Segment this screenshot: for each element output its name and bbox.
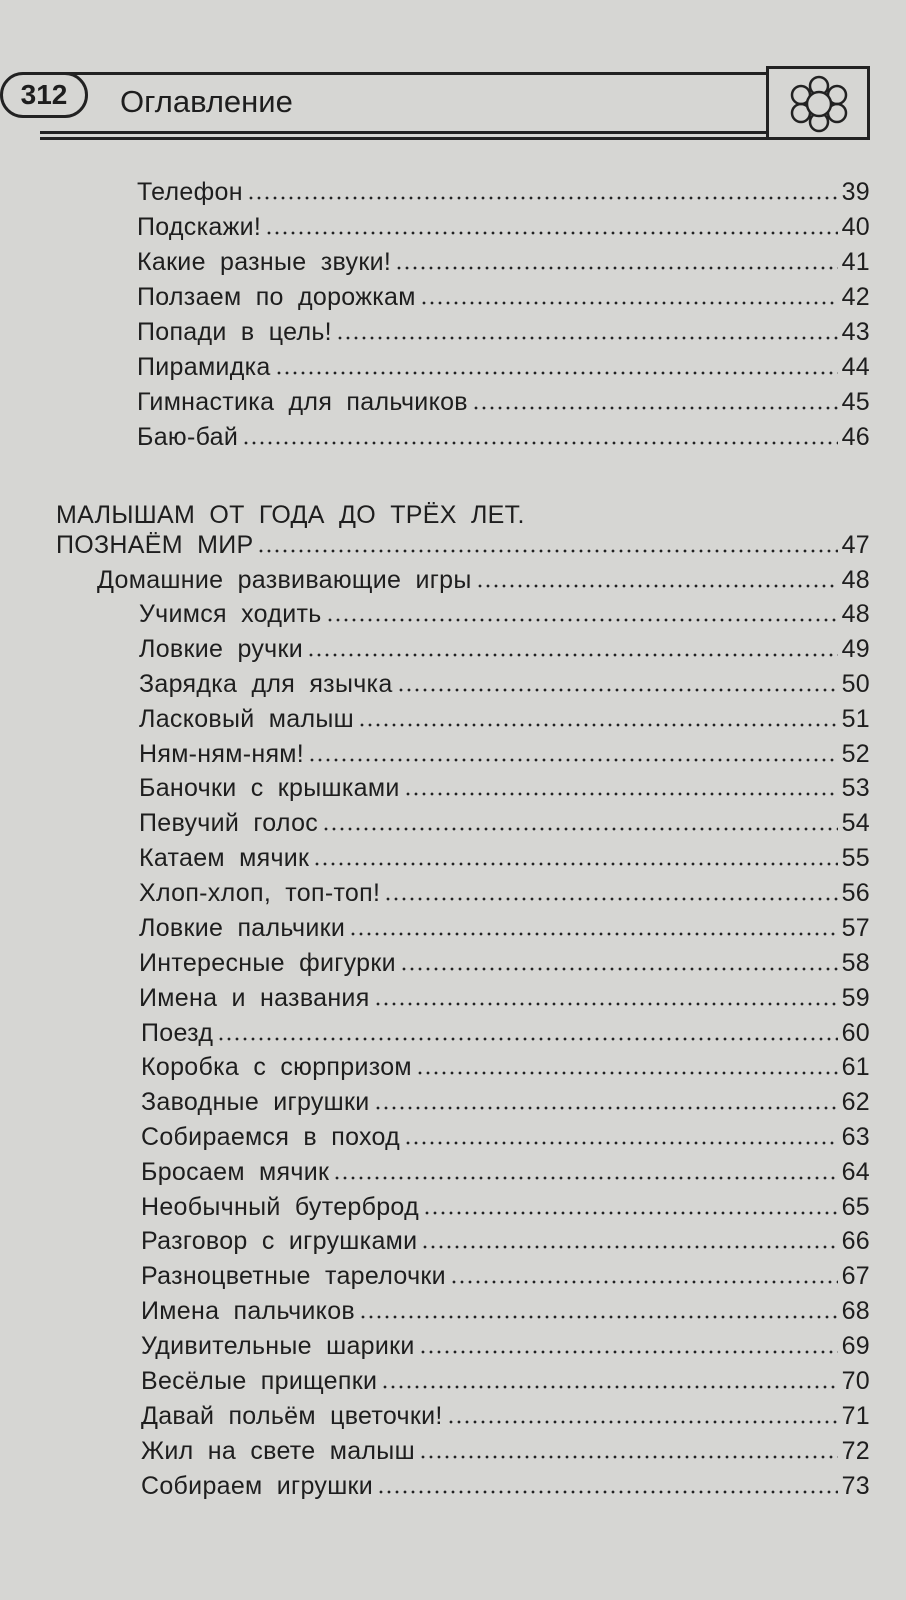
toc-entry-label: Гимнастика для пальчиков [137, 388, 468, 416]
toc-leader [336, 336, 838, 340]
toc-entry-label: Зарядка для язычка [139, 670, 393, 698]
toc-entry[interactable] [141, 1256, 870, 1291]
toc-entry-label: Ласковый малыш [139, 705, 354, 733]
toc-entry[interactable] [141, 1013, 870, 1048]
toc-entry-page: 39 [841, 178, 870, 206]
toc-entry[interactable] [141, 1082, 870, 1117]
toc-leader [374, 1106, 838, 1110]
toc-entry-page: 62 [841, 1088, 870, 1116]
toc-entry-label: Ловкие пальчики [139, 914, 346, 942]
toc-leader [397, 688, 838, 692]
toc-entry[interactable] [141, 1187, 870, 1222]
toc-entry-page: 45 [841, 388, 870, 416]
subsection-entry-label: Домашние развивающие игры [97, 566, 472, 594]
toc-leader [421, 1245, 837, 1249]
toc-entry-label: Имена пальчиков [141, 1297, 355, 1325]
toc-leader [416, 1071, 838, 1075]
toc-entry-label: Собираем игрушки [141, 1472, 374, 1500]
toc-entry[interactable] [141, 1361, 870, 1396]
toc-entry[interactable] [139, 768, 870, 803]
toc-entry-label: Удивительные шарики [141, 1332, 415, 1360]
toc-entry-page: 61 [841, 1053, 870, 1081]
toc-entry-page: 40 [841, 213, 870, 241]
toc-leader [308, 758, 838, 762]
toc-entry[interactable] [141, 1047, 870, 1082]
toc-leader [420, 301, 838, 305]
toc-entry[interactable] [141, 1291, 870, 1326]
toc-entry[interactable] [137, 347, 870, 382]
toc-entry-label: Баночки с крышками [139, 774, 400, 802]
toc-entry-page: 42 [841, 283, 870, 311]
toc-entry-label: Имена и названия [139, 984, 370, 1012]
toc-leader [349, 932, 837, 936]
toc-leader [423, 1211, 838, 1215]
toc-entry-page: 50 [841, 670, 870, 698]
toc-entry-page: 56 [841, 879, 870, 907]
toc-leader [307, 653, 838, 657]
toc-entry-label: Учимся ходить [139, 600, 322, 628]
toc-entry-label: Разноцветные тарелочки [141, 1262, 446, 1290]
toc-entry[interactable] [139, 873, 870, 908]
toc-entry-label: Ползаем по дорожкам [137, 283, 416, 311]
toc-entry-label: Ловкие ручки [139, 635, 303, 663]
toc-entry[interactable] [141, 1326, 870, 1361]
logo-box [766, 66, 870, 140]
toc-entry-label: Жил на свете малыш [141, 1437, 415, 1465]
toc-entry-label: Телефон [137, 178, 243, 206]
section-entry-label: ПОЗНАЁМ МИР [56, 531, 254, 559]
toc-entry-label: Пирамидка [137, 353, 271, 381]
toc-entry-label: Баю-бай [137, 423, 239, 451]
toc-leader [333, 1176, 837, 1180]
toc-entry-page: 68 [841, 1297, 870, 1325]
toc-entry[interactable] [137, 277, 870, 312]
toc-entry[interactable] [139, 664, 870, 699]
toc-entry[interactable] [141, 1221, 870, 1256]
toc-entry-page: 53 [841, 774, 870, 802]
section-entry[interactable] [56, 525, 870, 560]
toc-leader [377, 1490, 838, 1494]
toc-entry-page: 64 [841, 1158, 870, 1186]
toc-entry[interactable] [139, 734, 870, 769]
page-number: 312 [0, 72, 88, 118]
toc-entry-page: 54 [841, 809, 870, 837]
toc-entry-page: 41 [841, 248, 870, 276]
page-header [0, 66, 870, 136]
toc-leader [395, 266, 838, 270]
toc-entry-page: 44 [841, 353, 870, 381]
toc-leader [476, 584, 838, 588]
toc-entry-page: 59 [841, 984, 870, 1012]
toc-entry-label: Коробка с сюрпризом [141, 1053, 412, 1081]
toc-leader [404, 1141, 838, 1145]
toc-entry[interactable] [139, 699, 870, 734]
toc-entry-label: Весёлые прищепки [141, 1367, 378, 1395]
toc-leader [404, 792, 838, 796]
toc-entry-label: Поезд [141, 1019, 214, 1047]
toc-entry-page: 49 [841, 635, 870, 663]
toc-entry-page: 73 [841, 1472, 870, 1500]
toc-leader [247, 196, 838, 200]
toc-entry[interactable] [141, 1396, 870, 1431]
toc-entry[interactable] [141, 1152, 870, 1187]
toc-leader [419, 1455, 838, 1459]
toc-entry-page: 43 [841, 318, 870, 346]
toc-entry-label: Собираемся в поход [141, 1123, 401, 1151]
toc-entry-label: Необычный бутерброд [141, 1193, 419, 1221]
toc-entry-page: 72 [841, 1437, 870, 1465]
toc-entry[interactable] [141, 1466, 870, 1501]
toc-entry-label: Катаем мячик [139, 844, 310, 872]
toc-entry-page: 57 [841, 914, 870, 942]
toc-entry-label: Давай польём цветочки! [141, 1402, 443, 1430]
toc-leader [384, 897, 837, 901]
subsection-entry-page: 48 [841, 566, 870, 594]
toc-leader [419, 1350, 838, 1354]
toc-leader [400, 967, 838, 971]
toc-leader [217, 1037, 837, 1041]
toc-entry[interactable] [137, 172, 870, 207]
toc-entry[interactable] [137, 382, 870, 417]
toc-entry-label: Попади в цель! [137, 318, 332, 346]
toc-leader [313, 862, 837, 866]
subsection-entry[interactable] [97, 560, 870, 595]
toc-entry[interactable] [139, 978, 870, 1013]
toc-leader [265, 231, 837, 235]
flower-icon [783, 73, 855, 135]
toc-entry-page: 60 [841, 1019, 870, 1047]
toc-entry-page: 69 [841, 1332, 870, 1360]
toc-entry-label: Какие разные звуки! [137, 248, 392, 276]
toc-entry[interactable] [137, 207, 870, 242]
toc-entry[interactable] [139, 594, 870, 629]
toc-entry[interactable] [137, 312, 870, 347]
toc-entry-page: 58 [841, 949, 870, 977]
toc-entry-page: 71 [841, 1402, 870, 1430]
toc-entry-page: 46 [841, 423, 870, 451]
toc-entry[interactable] [137, 242, 870, 277]
toc-leader [257, 549, 837, 553]
toc-entry[interactable] [141, 1117, 870, 1152]
toc-entry-page: 66 [841, 1227, 870, 1255]
toc-entry-page: 52 [841, 740, 870, 768]
toc-leader [242, 441, 837, 445]
section-entry-page: 47 [841, 531, 870, 559]
toc-entry-page: 63 [841, 1123, 870, 1151]
toc-entry[interactable] [139, 629, 870, 664]
toc-entry-page: 67 [841, 1262, 870, 1290]
toc-entry-label: Хлоп-хлоп, топ-топ! [139, 879, 381, 907]
toc-leader [275, 371, 838, 375]
toc-entry[interactable] [139, 908, 870, 943]
toc-leader [472, 406, 838, 410]
toc-leader [381, 1385, 837, 1389]
toc-leader [450, 1280, 838, 1284]
toc-entry-label: Подскажи! [137, 213, 262, 241]
section-heading: МАЛЫШАМ ОТ ГОДА ДО ТРЁХ ЛЕТ. [56, 501, 525, 529]
toc-entry[interactable] [139, 943, 870, 978]
toc-entry-label: Заводные игрушки [141, 1088, 370, 1116]
toc-entry[interactable] [141, 1431, 870, 1466]
toc-entry-page: 51 [841, 705, 870, 733]
toc-leader [447, 1420, 838, 1424]
toc-entry-page: 55 [841, 844, 870, 872]
toc-entry-page: 48 [841, 600, 870, 628]
toc-entry[interactable] [137, 417, 870, 452]
toc-entry-label: Разговор с игрушками [141, 1227, 418, 1255]
toc-entry[interactable] [139, 803, 870, 838]
toc-entry-label: Ням-ням-ням! [139, 740, 305, 768]
toc-leader [358, 723, 838, 727]
page-title: Оглавление [120, 84, 293, 119]
toc-entry-label: Бросаем мячик [141, 1158, 330, 1186]
toc-entry-label: Певучий голос [139, 809, 319, 837]
toc-entry-label: Интересные фигурки [139, 949, 396, 977]
toc-leader [326, 618, 838, 622]
toc-entry[interactable] [139, 838, 870, 873]
toc-entry-page: 65 [841, 1193, 870, 1221]
toc-leader [374, 1002, 838, 1006]
toc-leader [359, 1315, 838, 1319]
toc-entry-page: 70 [841, 1367, 870, 1395]
toc-leader [322, 827, 837, 831]
